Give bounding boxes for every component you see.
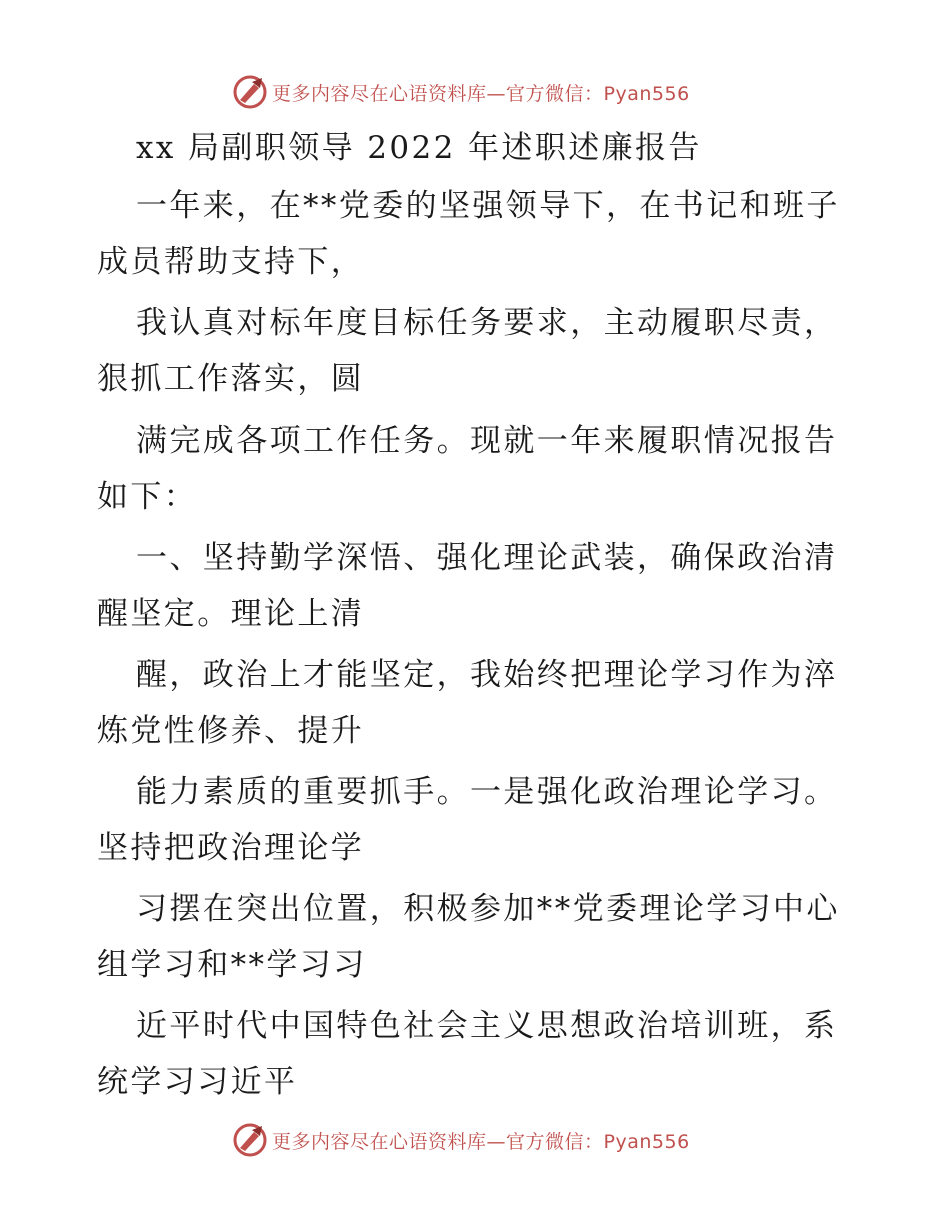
text-line: 如下： — [97, 479, 198, 515]
text-line: 狠抓工作落实，圆 — [97, 361, 365, 397]
banner-text: 更多内容尽在心语资料库—官方微信：Pyan556 — [272, 1130, 690, 1153]
text-line: 满完成各项工作任务。现就一年来履职情况报告 — [136, 423, 838, 459]
header-watermark-banner — [232, 72, 712, 112]
text-line: 一年来，在**党委的坚强领导下，在书记和班子 — [136, 188, 840, 224]
text-line: 坚持把政治理论学 — [97, 830, 365, 866]
text-line: 习摆在突出位置，积极参加**党委理论学习中心 — [136, 891, 840, 927]
document-title: xx 局副职领导 2022 年述职述廉报告 — [136, 130, 702, 166]
text-line: 统学习习近平 — [97, 1064, 298, 1100]
text-line: 成员帮助支持下， — [97, 244, 365, 280]
footer-watermark-banner — [232, 1120, 712, 1160]
banner-text: 更多内容尽在心语资料库—官方微信：Pyan556 — [272, 82, 690, 105]
text-line: 近平时代中国特色社会主义思想政治培训班，系 — [136, 1008, 838, 1044]
text-line: 醒，政治上才能坚定，我始终把理论学习作为淬 — [136, 657, 838, 693]
text-line: 醒坚定。理论上清 — [97, 596, 365, 632]
text-line: 组学习和**学习习 — [97, 947, 367, 983]
text-line: 我认真对标年度目标任务要求，主动履职尽责， — [136, 305, 838, 341]
pen-logo-icon — [232, 1122, 268, 1158]
text-line: 能力素质的重要抓手。一是强化政治理论学习。 — [136, 774, 838, 810]
section-heading: 一、坚持勤学深悟、强化理论武装，确保政治清 — [136, 540, 838, 576]
text-line: 炼党性修养、提升 — [97, 713, 365, 749]
pen-logo-icon — [232, 74, 268, 110]
